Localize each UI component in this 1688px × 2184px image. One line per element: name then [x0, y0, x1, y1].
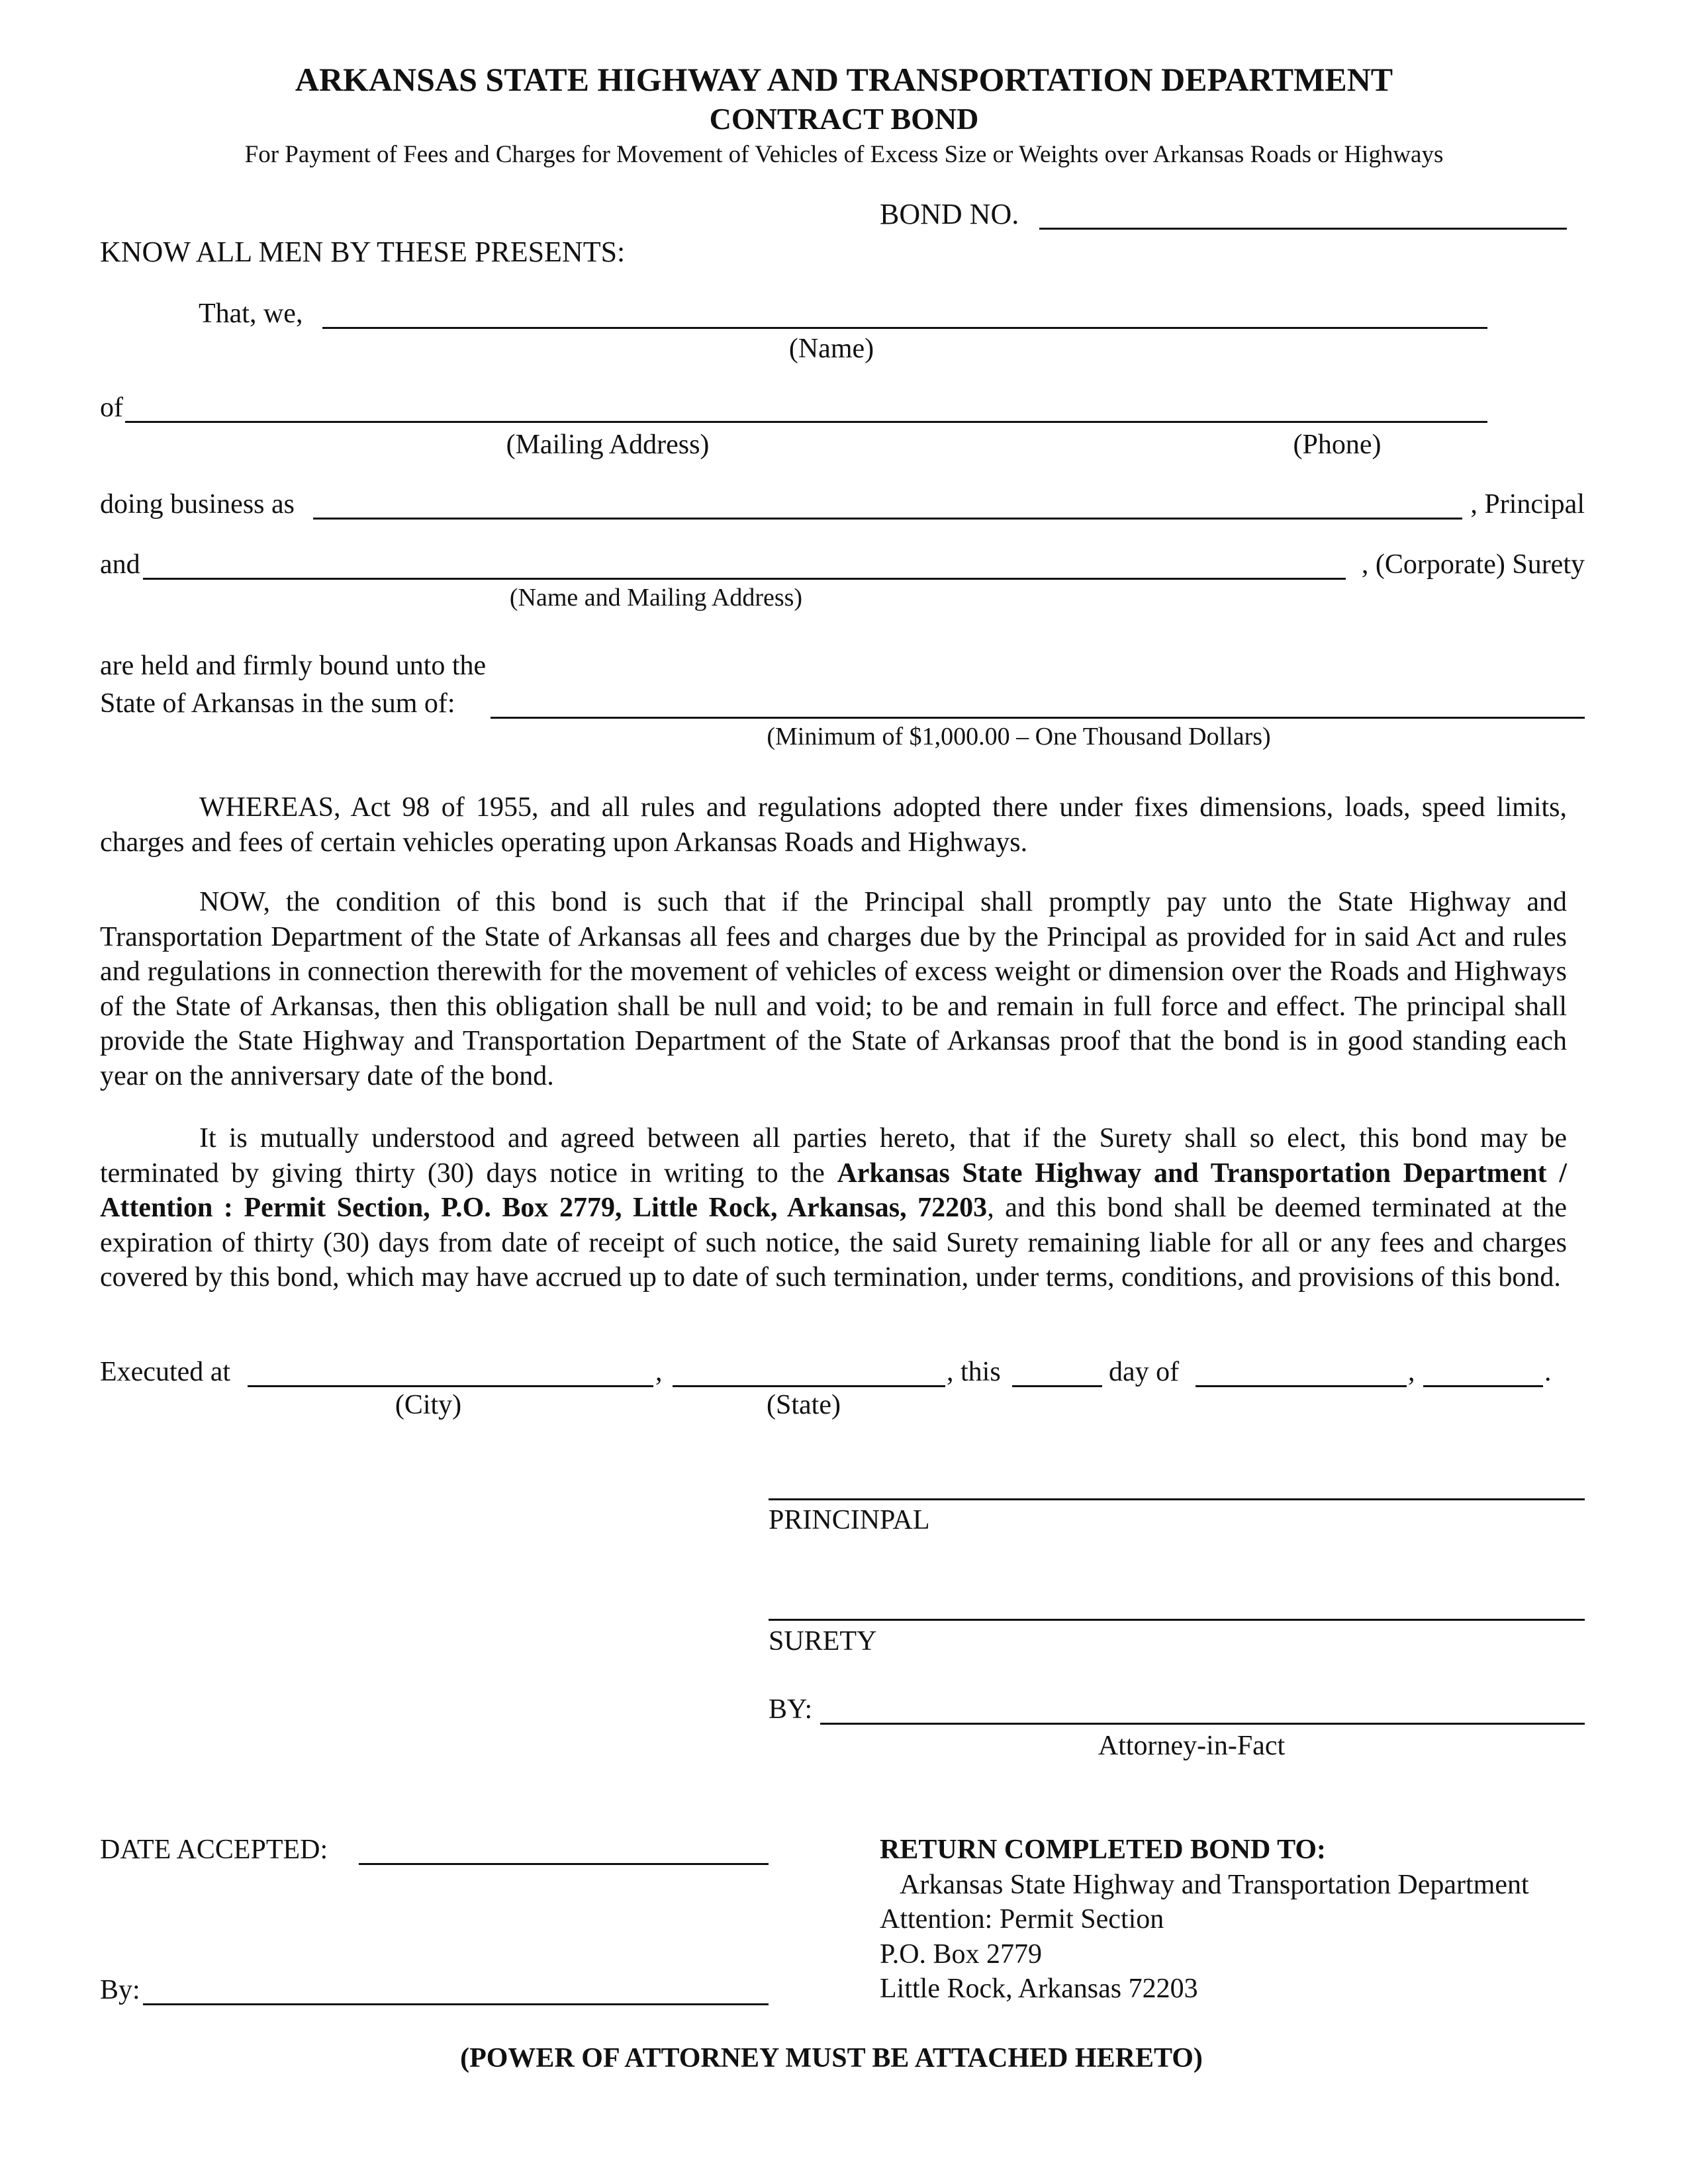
- mailing-address-caption: (Mailing Address): [506, 430, 710, 460]
- termination-address: Arkansas State Highway and Transportation Department / Attention : Permit Section, P.O. Box 2779, Little Rock, Arkansas, 72203: [100, 1158, 1567, 1223]
- surety-field[interactable]: [143, 578, 1346, 580]
- principal-suffix: , Principal: [1470, 489, 1585, 520]
- day-of-label: day of: [1109, 1357, 1180, 1387]
- comma: ,: [655, 1357, 663, 1387]
- surety-suffix: , (Corporate) Surety: [1361, 549, 1585, 580]
- return-address-line: Little Rock, Arkansas 72203: [880, 1974, 1198, 2004]
- of-label: of: [100, 392, 123, 423]
- document-title: ARKANSAS STATE HIGHWAY AND TRANSPORTATION DEPARTMENT: [295, 61, 1393, 98]
- phone-caption: (Phone): [1293, 430, 1382, 460]
- date-accepted-field[interactable]: [359, 1863, 769, 1865]
- executed-label: Executed at: [100, 1357, 231, 1387]
- power-of-attorney-notice: (POWER OF ATTORNEY MUST BE ATTACHED HERETO): [460, 2043, 1203, 2073]
- name-mailing-caption: (Name and Mailing Address): [509, 584, 803, 612]
- termination-paragraph: [100, 1121, 1567, 1295]
- state-field[interactable]: [673, 1385, 945, 1387]
- condition-paragraph: NOW, the condition of this bond is such that if the Principal shall promptly pay unto the State Highway and Transportation Department of the State of Arkansas all fees and charges due by the Principal as provided for in said Act and rules and regulations in connection therewith for the movement of vehicles of excess weight or dimension over the Roads and Highways of the State of Arkansas, then this obligation shall be null and void; to be and remain in full force and effect. The principal shall provide the State Highway and Transportation Department of the State of Arkansas proof that the bond is in good standing each year on the anniversary date of the bond.: [100, 887, 1567, 1091]
- by-label: BY:: [769, 1694, 813, 1725]
- sum-field[interactable]: [491, 717, 1585, 719]
- return-address-line: Arkansas State Highway and Transportation Department: [900, 1870, 1529, 1900]
- name-field[interactable]: [322, 327, 1487, 329]
- termination-text-1: It is mutually understood and agreed between all parties hereto, that if the Surety shall so elect, this bond may be terminated by giving thirty (30) days notice in writing to the: [100, 1123, 1567, 1189]
- document-description: For Payment of Fees and Charges for Movement of Vehicles of Excess Size or Weights over Arkansas Roads or Highways: [244, 141, 1444, 168]
- day-field[interactable]: [1012, 1385, 1102, 1387]
- accepted-by-label: By:: [100, 1975, 140, 2005]
- date-accepted-label: DATE ACCEPTED:: [100, 1835, 328, 1865]
- year-field[interactable]: [1423, 1385, 1543, 1387]
- comma-2: ,: [1408, 1357, 1415, 1387]
- this-label: , this: [947, 1357, 1001, 1387]
- attorney-signature-line[interactable]: [820, 1723, 1585, 1725]
- period: .: [1544, 1357, 1552, 1387]
- month-field[interactable]: [1196, 1385, 1407, 1387]
- whereas-paragraph: WHEREAS, Act 98 of 1955, and all rules and regulations adopted there under fixes dimensions, loads, speed limits, charges and fees of certain vehicles operating upon Arkansas Roads and Highways.: [100, 792, 1567, 858]
- principal-signature-line[interactable]: [769, 1498, 1585, 1500]
- mailing-address-field[interactable]: [125, 421, 1487, 423]
- termination-text-2: , and this bond shall be deemed terminated at the expiration of thirty (30) days from date of receipt of such notice, the said Surety remaining liable for all or any fees and charges covered by this bond, which may have accrued up to date of such termination, under terms, conditions, and provisions of this bond.: [100, 1193, 1567, 1293]
- that-we-label: That, we,: [199, 298, 303, 329]
- held-line-2: State of Arkansas in the sum of:: [100, 688, 455, 719]
- minimum-caption: (Minimum of $1,000.00 – One Thousand Dollars): [767, 723, 1271, 751]
- bond-no-field[interactable]: [1039, 228, 1567, 230]
- return-address-line: Attention: Permit Section: [880, 1904, 1164, 1934]
- attorney-caption: Attorney-in-Fact: [1098, 1731, 1286, 1761]
- state-caption: (State): [767, 1390, 841, 1420]
- name-caption: (Name): [788, 334, 874, 364]
- return-heading: RETURN COMPLETED BOND TO:: [880, 1835, 1327, 1865]
- know-all-heading: KNOW ALL MEN BY THESE PRESENTS:: [100, 236, 626, 268]
- surety-label: SURETY: [769, 1626, 877, 1657]
- surety-signature-line[interactable]: [769, 1619, 1585, 1621]
- city-caption: (City): [395, 1390, 462, 1420]
- held-line-1: are held and firmly bound unto the: [100, 651, 487, 681]
- return-address-line: P.O. Box 2779: [880, 1939, 1043, 1970]
- accepted-by-field[interactable]: [143, 2003, 769, 2005]
- dba-field[interactable]: [313, 518, 1462, 520]
- document-subtitle: CONTRACT BOND: [709, 102, 979, 136]
- city-field[interactable]: [248, 1385, 653, 1387]
- dba-label: doing business as: [100, 489, 295, 520]
- bond-no-label: BOND NO.: [880, 198, 1019, 230]
- principal-label: PRINCINPAL: [769, 1505, 930, 1535]
- and-label: and: [100, 549, 140, 580]
